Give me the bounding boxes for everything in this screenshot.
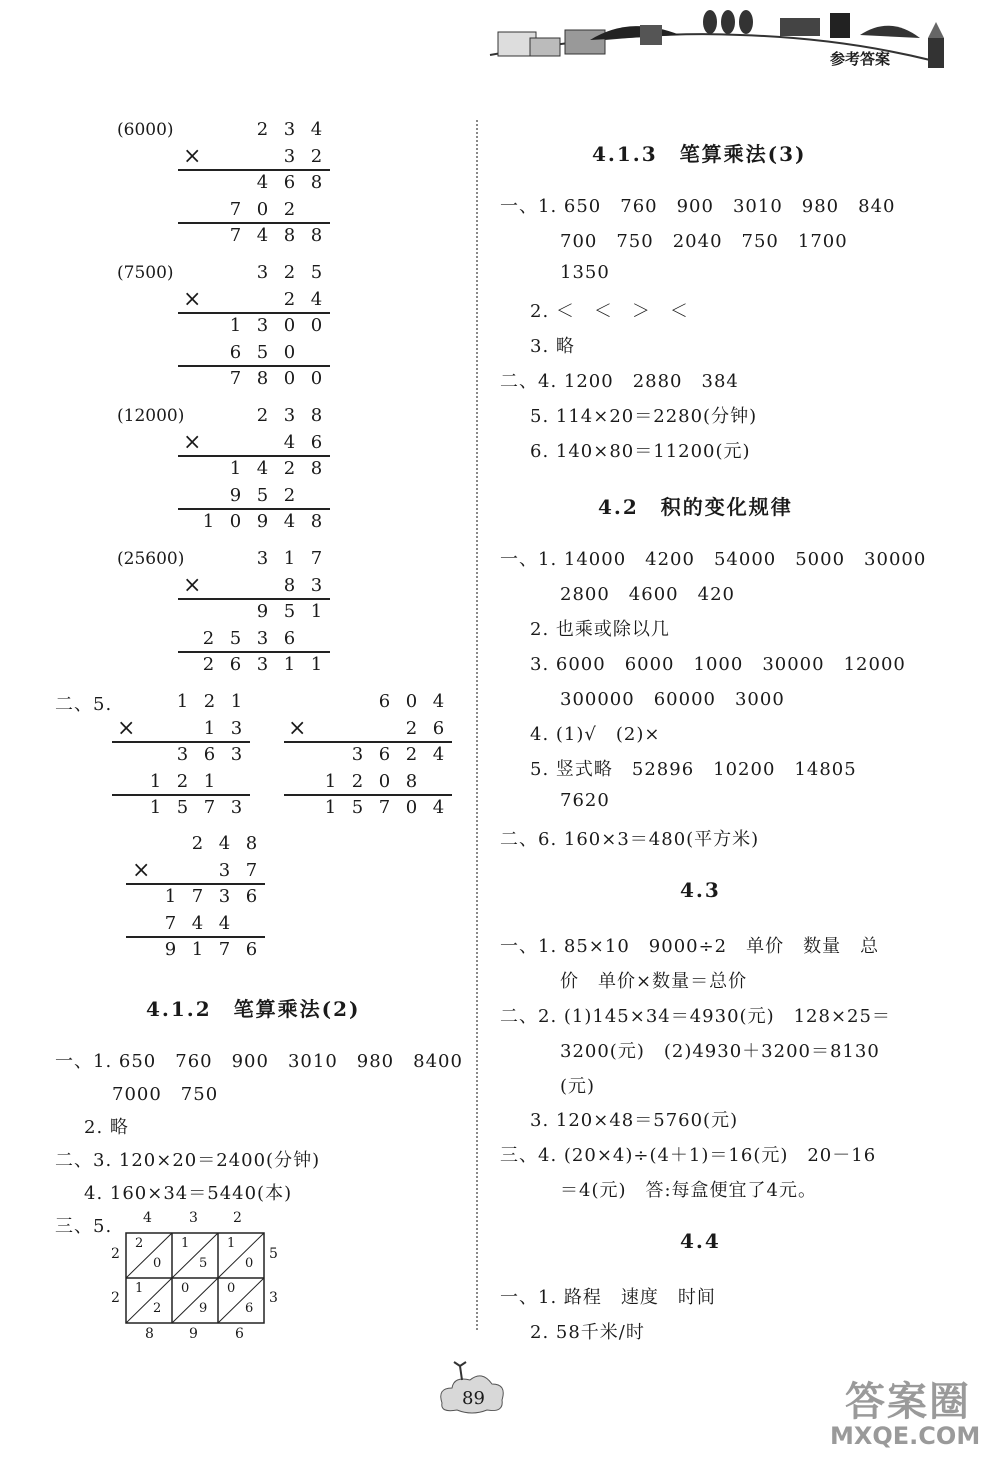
multiplicand-digit: 4 xyxy=(432,691,445,712)
answer-line: 3. 120×48＝5760(元) xyxy=(530,1110,739,1131)
partial-product-digit: 5 xyxy=(229,627,242,649)
lattice-right-digit: 5 xyxy=(269,1246,278,1262)
multiplier-digit: 8 xyxy=(283,574,296,596)
partial-product-digit: 6 xyxy=(229,341,242,363)
product-digit: 3 xyxy=(256,654,269,675)
multiplicand-digit: 5 xyxy=(310,262,323,283)
answer-line: 2. ＜ ＜ ＞ ＜ xyxy=(530,301,689,322)
estimate-value: (12000) xyxy=(117,406,185,426)
lattice-right-digit: 3 xyxy=(269,1290,278,1306)
answer-line: 二、3. 120×20＝2400(分钟) xyxy=(55,1150,321,1171)
lattice-top-digit: 2 xyxy=(233,1210,242,1226)
partial-product-digit: 5 xyxy=(256,484,269,506)
partial-product-digit: 0 xyxy=(283,315,296,336)
partial-product-digit: 3 xyxy=(256,627,269,649)
partial-product-digit: 3 xyxy=(256,315,269,336)
answer-line: 一、1. 650 760 900 3010 980 840 xyxy=(500,196,896,217)
estimate-value: (7500) xyxy=(117,263,174,283)
product-digit: 0 xyxy=(229,511,242,532)
partial-product-digit: 3 xyxy=(230,744,243,765)
times-sign: × xyxy=(183,143,202,169)
multiplicand-digit: 4 xyxy=(310,119,323,140)
product-digit: 1 xyxy=(191,939,204,960)
multiplicand-digit: 1 xyxy=(283,548,296,569)
multiplicand-digit: 2 xyxy=(191,833,204,854)
multiplier-digit: 4 xyxy=(283,431,296,453)
product-digit: 0 xyxy=(310,368,323,389)
product-digit: 7 xyxy=(229,225,242,246)
multiplicand-digit: 8 xyxy=(310,405,323,426)
partial-product-digit: 2 xyxy=(283,458,296,479)
partial-product-digit: 3 xyxy=(351,744,364,765)
answer-line: 4. 160×34＝5440(本) xyxy=(84,1183,293,1204)
lattice-left-digit: 2 xyxy=(111,1290,120,1306)
partial-product-digit: 6 xyxy=(245,886,258,907)
multiplier-digit: 2 xyxy=(310,145,323,167)
heading-4-1-3: 4.1.3 笔算乘法(3) xyxy=(592,142,807,166)
heading-4-2: 4.2 积的变化规律 xyxy=(598,495,793,519)
answer-line: 一、1. 路程 速度 时间 xyxy=(500,1287,716,1308)
lattice-left-digit: 2 xyxy=(111,1246,120,1262)
multiplier-digit: 6 xyxy=(310,431,323,453)
partial-product-digit: 2 xyxy=(176,770,189,792)
times-sign: × xyxy=(183,572,202,598)
estimate-value: (25600) xyxy=(117,549,185,569)
lattice-ones-digit: 5 xyxy=(199,1256,208,1271)
product-digit: 7 xyxy=(203,797,216,818)
estimate-value: (6000) xyxy=(117,120,174,140)
answer-line: 6. 140×80＝11200(元) xyxy=(530,441,751,462)
partial-product-digit: 4 xyxy=(218,912,231,934)
product-digit: 4 xyxy=(432,797,445,818)
lattice-tens-digit: 1 xyxy=(227,1236,236,1251)
answer-line: 3. 略 xyxy=(530,336,575,357)
partial-product-digit: 8 xyxy=(310,458,323,479)
lattice-ones-digit: 2 xyxy=(153,1301,162,1316)
lattice-ones-digit: 0 xyxy=(245,1256,254,1271)
product-digit: 7 xyxy=(378,797,391,818)
answer-line: 3200(元) (2)4930＋3200＝8130 xyxy=(560,1041,880,1062)
answer-line: 4. (1)√ (2)× xyxy=(530,724,661,745)
answer-line: ＝4(元) 答:每盒便宜了4元。 xyxy=(560,1180,818,1201)
lattice-ones-digit: 6 xyxy=(245,1301,254,1316)
product-digit: 8 xyxy=(310,511,323,532)
partial-product-digit: 2 xyxy=(351,770,364,792)
lattice-bottom-digit: 6 xyxy=(235,1326,244,1342)
partial-product-digit: 5 xyxy=(256,341,269,363)
lattice-bottom-digit: 8 xyxy=(145,1326,154,1342)
partial-product-digit: 7 xyxy=(164,912,177,934)
multiplier-digit: 3 xyxy=(230,717,243,739)
product-digit: 3 xyxy=(230,797,243,818)
answer-line: 5. 竖式略 52896 10200 14805 xyxy=(530,759,857,780)
partial-product-digit: 4 xyxy=(432,744,445,765)
multiplicand-digit: 2 xyxy=(283,262,296,283)
lattice-bottom-digit: 9 xyxy=(189,1326,198,1342)
product-digit: 6 xyxy=(245,939,258,960)
times-sign: × xyxy=(288,715,307,741)
lattice-multiplication xyxy=(105,1210,285,1345)
header-label: 参考答案 xyxy=(830,50,891,68)
lattice-tens-digit: 1 xyxy=(135,1281,144,1296)
multiplier-digit: 7 xyxy=(245,859,258,881)
multiplicand-digit: 1 xyxy=(230,691,243,712)
product-digit: 0 xyxy=(283,368,296,389)
partial-product-digit: 5 xyxy=(283,601,296,622)
partial-product-digit: 2 xyxy=(405,744,418,765)
partial-product-digit: 7 xyxy=(191,886,204,907)
partial-product-digit: 2 xyxy=(202,627,215,649)
answer-line: (元) xyxy=(560,1076,596,1097)
lattice-tens-digit: 1 xyxy=(181,1236,190,1251)
partial-product-digit: 6 xyxy=(203,744,216,765)
partial-product-digit: 9 xyxy=(229,484,242,506)
answer-line: 一、1. 14000 4200 54000 5000 30000 xyxy=(500,549,927,570)
product-digit: 4 xyxy=(256,225,269,246)
multiplicand-digit: 2 xyxy=(256,119,269,140)
multiplicand-digit: 6 xyxy=(378,691,391,712)
partial-product-digit: 4 xyxy=(191,912,204,934)
lattice-top-digit: 4 xyxy=(143,1210,152,1226)
multiplicand-digit: 4 xyxy=(218,833,231,854)
product-digit: 9 xyxy=(256,511,269,532)
product-digit: 8 xyxy=(283,225,296,246)
column-divider xyxy=(476,120,478,1330)
answer-line: 三、5. xyxy=(55,1216,113,1237)
partial-product-digit: 1 xyxy=(324,770,337,792)
answer-line: 一、1. 85×10 9000÷2 单价 数量 总 xyxy=(500,936,880,957)
product-digit: 8 xyxy=(310,225,323,246)
multiplicand-digit: 3 xyxy=(256,262,269,283)
section-2-5-label: 二、5. xyxy=(55,694,113,715)
multiplier-digit: 1 xyxy=(203,717,216,739)
multiplicand-digit: 8 xyxy=(245,833,258,854)
product-digit: 5 xyxy=(351,797,364,818)
product-digit: 1 xyxy=(310,654,323,675)
answer-line: 3. 6000 6000 1000 30000 12000 xyxy=(530,654,906,675)
product-digit: 1 xyxy=(149,797,162,818)
multiplicand-digit: 3 xyxy=(283,119,296,140)
partial-product-digit: 1 xyxy=(149,770,162,792)
answer-line: 二、6. 160×3＝480(平方米) xyxy=(500,829,760,850)
multiplier-digit: 4 xyxy=(310,288,323,310)
partial-product-digit: 1 xyxy=(310,601,323,622)
multiplicand-digit: 3 xyxy=(256,548,269,569)
lattice-tens-digit: 0 xyxy=(181,1281,190,1296)
partial-product-digit: 0 xyxy=(283,341,296,363)
answer-line: 2. 58千米/时 xyxy=(530,1322,645,1343)
partial-product-digit: 0 xyxy=(310,315,323,336)
times-sign: × xyxy=(183,429,202,455)
product-digit: 5 xyxy=(176,797,189,818)
heading-4-4: 4.4 xyxy=(680,1229,721,1253)
lattice-top-digit: 3 xyxy=(189,1210,198,1226)
lattice-tens-digit: 2 xyxy=(135,1236,144,1251)
partial-product-digit: 1 xyxy=(229,315,242,336)
multiplicand-digit: 7 xyxy=(310,548,323,569)
partial-product-digit: 7 xyxy=(229,198,242,220)
answer-line: 2800 4600 420 xyxy=(560,584,735,605)
multiplicand-digit: 2 xyxy=(256,405,269,426)
answer-line: 1350 xyxy=(560,262,610,283)
partial-product-digit: 8 xyxy=(405,770,418,792)
partial-product-digit: 6 xyxy=(378,744,391,765)
lattice-tens-digit: 0 xyxy=(227,1281,236,1296)
answer-line: 二、2. (1)145×34＝4930(元) 128×25＝ xyxy=(500,1006,891,1027)
multiplicand-digit: 1 xyxy=(176,691,189,712)
product-digit: 1 xyxy=(202,511,215,532)
partial-product-digit: 0 xyxy=(378,770,391,792)
lattice-grid xyxy=(125,1232,265,1324)
answer-line: 5. 114×20＝2280(分钟) xyxy=(530,406,758,427)
product-digit: 6 xyxy=(229,654,242,675)
answer-line: 2. 略 xyxy=(84,1117,129,1138)
partial-product-digit: 0 xyxy=(256,198,269,220)
multiplicand-digit: 2 xyxy=(203,691,216,712)
partial-product-digit: 1 xyxy=(164,886,177,907)
answer-line: 2. 也乘或除以几 xyxy=(530,619,670,640)
watermark-text: 答案圈 xyxy=(845,1379,971,1425)
heading-4-3: 4.3 xyxy=(680,878,721,902)
product-digit: 9 xyxy=(164,939,177,960)
product-digit: 2 xyxy=(202,654,215,675)
partial-product-digit: 2 xyxy=(283,198,296,220)
answer-line: 三、4. (20×4)÷(4＋1)＝16(元) 20－16 xyxy=(500,1145,877,1166)
partial-product-digit: 6 xyxy=(283,627,296,649)
partial-product-digit: 6 xyxy=(283,172,296,193)
partial-product-digit: 4 xyxy=(256,458,269,479)
answer-line: 二、4. 1200 2880 384 xyxy=(500,371,739,392)
product-digit: 7 xyxy=(218,939,231,960)
partial-product-digit: 2 xyxy=(283,484,296,506)
answer-line: 一、1. 650 760 900 3010 980 8400 xyxy=(55,1051,463,1072)
times-sign: × xyxy=(183,286,202,312)
product-digit: 8 xyxy=(256,368,269,389)
lattice-ones-digit: 9 xyxy=(199,1301,208,1316)
watermark-url: MXQE.COM xyxy=(830,1422,981,1450)
answer-line: 700 750 2040 750 1700 xyxy=(560,231,848,252)
answer-line: 300000 60000 3000 xyxy=(560,689,785,710)
product-digit: 0 xyxy=(405,797,418,818)
partial-product-digit: 1 xyxy=(203,770,216,792)
page-number: 89 xyxy=(462,1388,485,1409)
times-sign: × xyxy=(117,715,136,741)
multiplicand-digit: 0 xyxy=(405,691,418,712)
times-sign: × xyxy=(132,857,151,883)
multiplier-digit: 6 xyxy=(432,717,445,739)
partial-product-digit: 1 xyxy=(229,458,242,479)
heading-4-1-2: 4.1.2 笔算乘法(2) xyxy=(146,997,361,1021)
product-digit: 7 xyxy=(229,368,242,389)
multiplier-digit: 3 xyxy=(283,145,296,167)
partial-product-digit: 3 xyxy=(218,886,231,907)
product-digit: 1 xyxy=(283,654,296,675)
multiplier-digit: 2 xyxy=(405,717,418,739)
partial-product-digit: 9 xyxy=(256,601,269,622)
answer-line: 7620 xyxy=(560,790,610,811)
multiplier-digit: 3 xyxy=(310,574,323,596)
lattice-ones-digit: 0 xyxy=(153,1256,162,1271)
partial-product-digit: 4 xyxy=(256,172,269,193)
header-banner-illustration xyxy=(480,10,970,80)
partial-product-digit: 8 xyxy=(310,172,323,193)
answer-line: 价 单价×数量＝总价 xyxy=(560,971,748,992)
multiplicand-digit: 3 xyxy=(283,405,296,426)
product-digit: 4 xyxy=(283,511,296,532)
multiplier-digit: 3 xyxy=(218,859,231,881)
answer-line: 7000 750 xyxy=(112,1084,219,1105)
multiplier-digit: 2 xyxy=(283,288,296,310)
product-digit: 1 xyxy=(324,797,337,818)
partial-product-digit: 3 xyxy=(176,744,189,765)
